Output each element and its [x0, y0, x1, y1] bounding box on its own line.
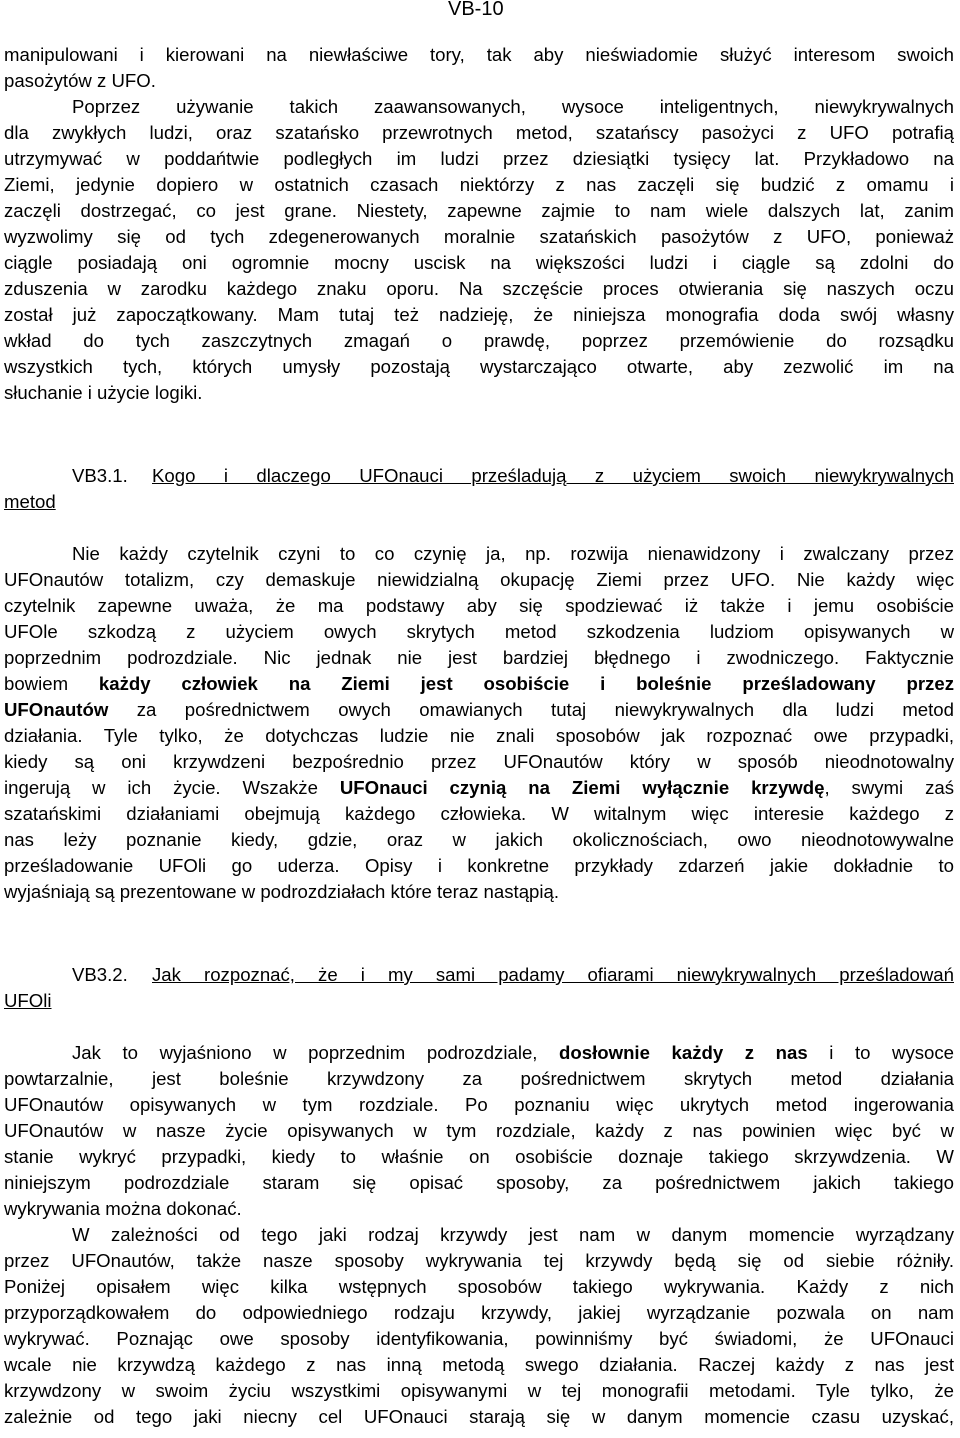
emphasis-text: UFOnautów	[4, 699, 109, 720]
text-line: manipulowani i kierowani na niewłaściwe tory, tak aby nieświadomie służyć interesom swoich	[4, 44, 954, 65]
emphasis-text: UFOnauci czynią na Ziemi wyłącznie krzywdę	[317, 777, 825, 798]
text-line: wykrywania można dokonać.	[4, 1198, 242, 1219]
text-line: wcale nie krzywdzą każdego z nas inną metodą swego działania. Raczej każdy z nas jest	[4, 1354, 954, 1375]
section-title-continuation: metod	[4, 491, 56, 512]
text-line: przyporządkowałem do odpowiedniego rodzaju krzywdy, jakiej wyrządzanie pozwala on nam	[4, 1302, 954, 1323]
text-line: ingerują w ich życie. Wszakże UFOnauci czynią na Ziemi wyłącznie krzywdę, swymi zaś	[4, 777, 955, 798]
text-line: UFOle szkodzą z użyciem owych skrytych metod szkodzenia ludziom opisywanych w	[4, 621, 954, 642]
text-line: wkład do tych zaszczytnych zmagań o prawdę, poprzez przemówienie do rozsądku	[4, 330, 954, 351]
text-line: Nie każdy czytelnik czyni to co czynię ja, np. rozwija nienawidzony i zwalczany przez	[72, 543, 954, 564]
text-line: bowiem każdy człowiek na Ziemi jest osobiście i boleśnie prześladowany przez	[4, 673, 954, 694]
text-line: UFOnautów za pośrednictwem owych omawianych tutaj niewykrywalnych dla ludzi metod	[4, 699, 954, 720]
text-line: nas leży poznanie kiedy, gdzie, oraz w jakich okolicznościach, owo nieodnotowywalne	[4, 829, 954, 850]
text-line: przez UFOnautów, także nasze sposoby wykrywania tej krzywdy będą się od siebie różniły.	[4, 1250, 954, 1271]
text-line: pasożytów z UFO.	[4, 70, 156, 91]
section-title: Kogo i dlaczego UFOnauci prześladują z użyciem swoich niewykrywalnych	[152, 465, 954, 486]
text-line: Ziemi, jedynie dopiero w ostatnich czasach niektórzy z nas zaczęli się budzić z omamu i	[4, 174, 954, 195]
text-line: W zależności od tego jaki rodzaj krzywdy jest nam w danym momencie wyrządzany	[72, 1224, 954, 1245]
text-line: UFOnautów totalizm, czy demaskuje niewidzialną okupację Ziemi przez UFO. Nie każdy więc	[4, 569, 954, 590]
text-line: czytelnik zapewne uważa, że ma podstawy aby się spodziewać iż także i jemu osobiście	[4, 595, 954, 616]
text-line: utrzymywać w poddańtwie podległych im ludzi przez dziesiątki tysięcy lat. Przykładowo na	[4, 148, 954, 169]
text-line: prześladowanie UFOli go uderza. Opisy i konkretne przykłady zdarzeń jakie dokładnie to	[4, 855, 954, 876]
page-header-id: VB-10	[448, 0, 504, 20]
text-line: kiedy są oni krzywdzeni bezpośrednio przez UFOnautów który w sposób nieodnotowalny	[4, 751, 954, 772]
text-line: UFOnautów opisywanych w tym rozdziale. Po poznaniu więc ukrytych metod ingerowania	[4, 1094, 954, 1115]
text-line: stanie wykryć przypadki, kiedy to właśnie on osobiście doznaje takiego skrzywdzenia. W	[4, 1146, 954, 1167]
text-line: wyzwolimy się od tych zdegenerowanych moralnie szatańskich pasożytów z UFO, ponieważ	[4, 226, 954, 247]
section-title-continuation: UFOli	[4, 990, 52, 1011]
text-line: zaczęli dostrzegać, co jest grane. Niestety, zapewne zajmie to nam wiele dalszych lat, zanim	[4, 200, 954, 221]
text-line: działania. Tyle tylko, że dotychczas ludzie nie znali sposobów jak rozpoznać owe przypadki,	[4, 725, 954, 746]
text-line: szatańskimi działaniami obejmują każdego człowieka. W witalnym więc interesie każdego z	[4, 803, 954, 824]
text-line: słuchanie i użycie logiki.	[4, 382, 203, 403]
section-number: VB3.1.	[72, 465, 128, 486]
text-line: powtarzalnie, jest boleśnie krzywdzony za pośrednictwem skrytych metod działania	[4, 1068, 954, 1089]
section-title: Jak rozpoznać, że i my sami padamy ofiarami niewykrywalnych prześladowań	[152, 964, 954, 985]
text-line: niniejszym podrozdziale staram się opisać sposoby, za pośrednictwem jakich takiego	[4, 1172, 954, 1193]
text-line: wszystkich tych, których umysły pozostają wystarczająco otwarte, aby zezwolić im na	[4, 356, 954, 377]
text-line: zależnie od tego jaki niecny cel UFOnauci starają się w danym momencie czasu uzyskać,	[4, 1406, 954, 1427]
text-line: zduszenia w zarodku każdego znaku oporu. Na szczęście proces otwierania się naszych oczu	[4, 278, 954, 299]
emphasis-text: dosłownie każdy z nas	[559, 1042, 808, 1063]
section-number: VB3.2.	[72, 964, 128, 985]
text-line: krzywdzony w swoim życiu wszystkimi opisywanymi w tej monografii metodami. Tyle tylko, że	[4, 1380, 954, 1401]
text-line: wykrywać. Poznając owe sposoby identyfikowania, powinniśmy być świadomi, że UFOnauci	[4, 1328, 954, 1349]
emphasis-text: każdy człowiek na Ziemi jest osobiście i boleśnie prześladowany przez	[98, 673, 954, 694]
text-line: poprzednim podrozdziale. Nic jednak nie jest bardziej błędnego i zwodniczego. Faktycznie	[4, 647, 954, 668]
text-line: Jak to wyjaśniono w poprzednim podrozdziale, dosłownie każdy z nas i to wysoce	[72, 1042, 955, 1063]
text-line: Poniżej opisałem więc kilka wstępnych sposobów takiego wykrywania. Każdy z nich	[4, 1276, 954, 1297]
text-line: dla zwykłych ludzi, oraz szatańsko przewrotnych metod, szatańscy pasożyci z UFO potrafią	[4, 122, 954, 143]
text-line: ciągle posiadają oni ogromnie mocny uscisk na większości ludzi i ciągle są zdolni do	[4, 252, 954, 273]
text-line: UFOnautów w nasze życie opisywanych w tym rozdziale, każdy z nas powinien więc być w	[4, 1120, 954, 1141]
text-line: został już zapoczątkowany. Mam tutaj też nadzieję, że niniejsza monografia doda swój własny	[4, 304, 954, 325]
text-line: Poprzez używanie takich zaawansowanych, wysoce inteligentnych, niewykrywalnych	[72, 96, 954, 117]
text-line: wyjaśniają są prezentowane w podrozdziałach które teraz nastąpią.	[4, 881, 560, 902]
